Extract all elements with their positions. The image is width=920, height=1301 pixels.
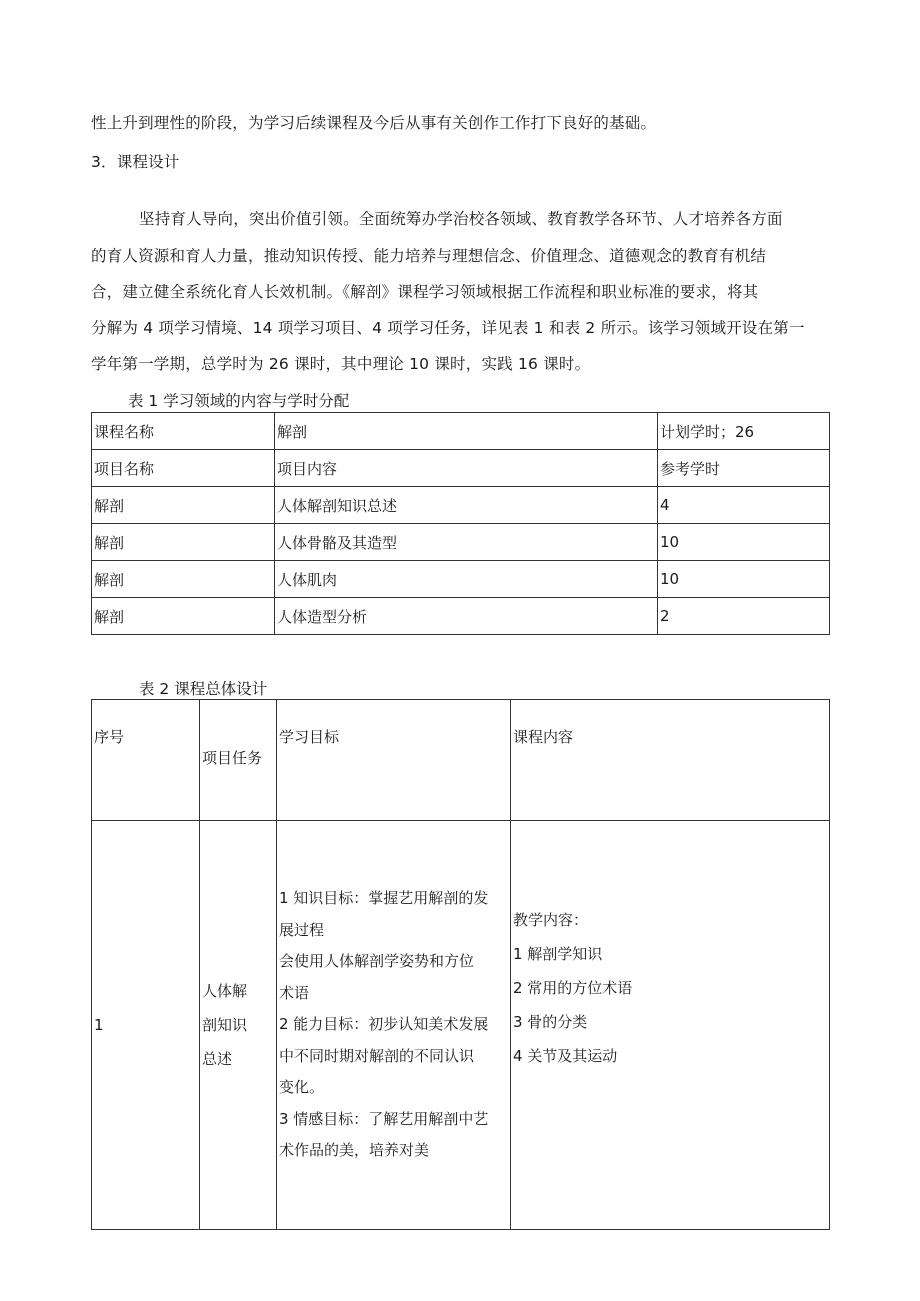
table-cell: 10 [658,524,830,561]
table2-caption: 表 2 课程总体设计 [139,680,268,698]
task-line: 人体解 [202,982,248,1000]
table-cell: 2 [658,598,830,635]
content-line: 1 解剖学知识 [513,945,603,963]
table-cell: 项目名称 [92,450,275,487]
paragraph-line: 分解为 4 项学习情境、14 项学习项目、4 项学习任务，详见表 1 和表 2 所示。该学习领域开设在第一 [91,319,805,337]
table-cell-no: 1 [92,821,200,1230]
table-cell: 解剖 [92,561,275,598]
table-cell: 参考学时 [658,450,830,487]
table-cell: 解剖 [92,487,275,524]
goal-line: 2 能力目标：初步认知美术发展 [279,1015,489,1034]
content-line: 4 关节及其运动 [513,1047,618,1065]
content-line: 2 常用的方位术语 [513,979,633,997]
goal-line: 展过程 [279,920,325,939]
table-cell: 10 [658,561,830,598]
table-row [92,561,830,598]
table-cell: 人体肌肉 [275,561,658,598]
paragraph-line: 的育人资源和育人力量，推动知识传授、能力培养与理想信念、价值理念、道德观念的教育有机结 [91,247,767,265]
table-cell: 课程名称 [92,413,275,450]
table-cell: 解剖 [92,598,275,635]
table-row [92,487,830,524]
table-cell: 计划学时；26 [658,413,830,450]
table1-caption: 表 1 学习领域的内容与学时分配 [128,392,350,410]
goal-line: 变化。 [279,1078,325,1097]
header-cell-task: 项目任务 [200,700,277,821]
goal-line: 会使用人体解剖学姿势和方位 [279,952,475,971]
content-line: 教学内容： [513,911,589,929]
table-header-row [92,700,830,821]
table-row [92,821,830,1230]
task-line: 总述 [202,1050,233,1068]
table-row [92,524,830,561]
paragraph-line: 性上升到理性的阶段，为学习后续课程及今后从事有关创作工作打下良好的基础。 [91,114,657,132]
table-cell: 解剖 [92,524,275,561]
paragraph-line: 坚持育人导向，突出价值引领。全面统筹办学治校各领域、教育教学各环节、人才培养各方面 [139,210,783,228]
table-cell: 人体骨骼及其造型 [275,524,658,561]
table1 [91,412,830,635]
table-row [92,450,830,487]
paragraph-line: 学年第一学期，总学时为 26 课时，其中理论 10 课时，实践 16 课时。 [91,355,591,373]
table2 [91,699,830,1230]
content-line: 3 骨的分类 [513,1013,588,1031]
table-cell: 解剖 [275,413,658,450]
table-cell-content [511,821,830,1230]
table-cell: 4 [658,487,830,524]
table-row [92,413,830,450]
paragraph-line: 合，建立健全系统化育人长效机制。《解剖》课程学习领域根据工作流程和职业标准的要求，将其 [91,283,759,301]
goal-line: 3 情感目标：了解艺用解剖中艺 [279,1109,489,1128]
table-cell: 人体解剖知识总述 [275,487,658,524]
header-cell-goal: 学习目标 [277,700,511,821]
section-heading: 3．课程设计 [91,153,180,171]
header-cell-no: 序号 [92,700,200,821]
goal-line: 术语 [279,983,310,1002]
table-cell-goals [277,821,511,1230]
table-cell: 项目内容 [275,450,658,487]
table-cell-task [200,821,277,1230]
header-cell-content: 课程内容 [511,700,830,821]
goal-line: 1 知识目标：掌握艺用解剖的发 [279,889,489,908]
task-line: 剖知识 [202,1016,248,1034]
goal-line: 术作品的美，培养对美 [279,1141,430,1160]
table-row [92,598,830,635]
table-cell: 人体造型分析 [275,598,658,635]
goal-line: 中不同时期对解剖的不同认识 [279,1046,475,1065]
